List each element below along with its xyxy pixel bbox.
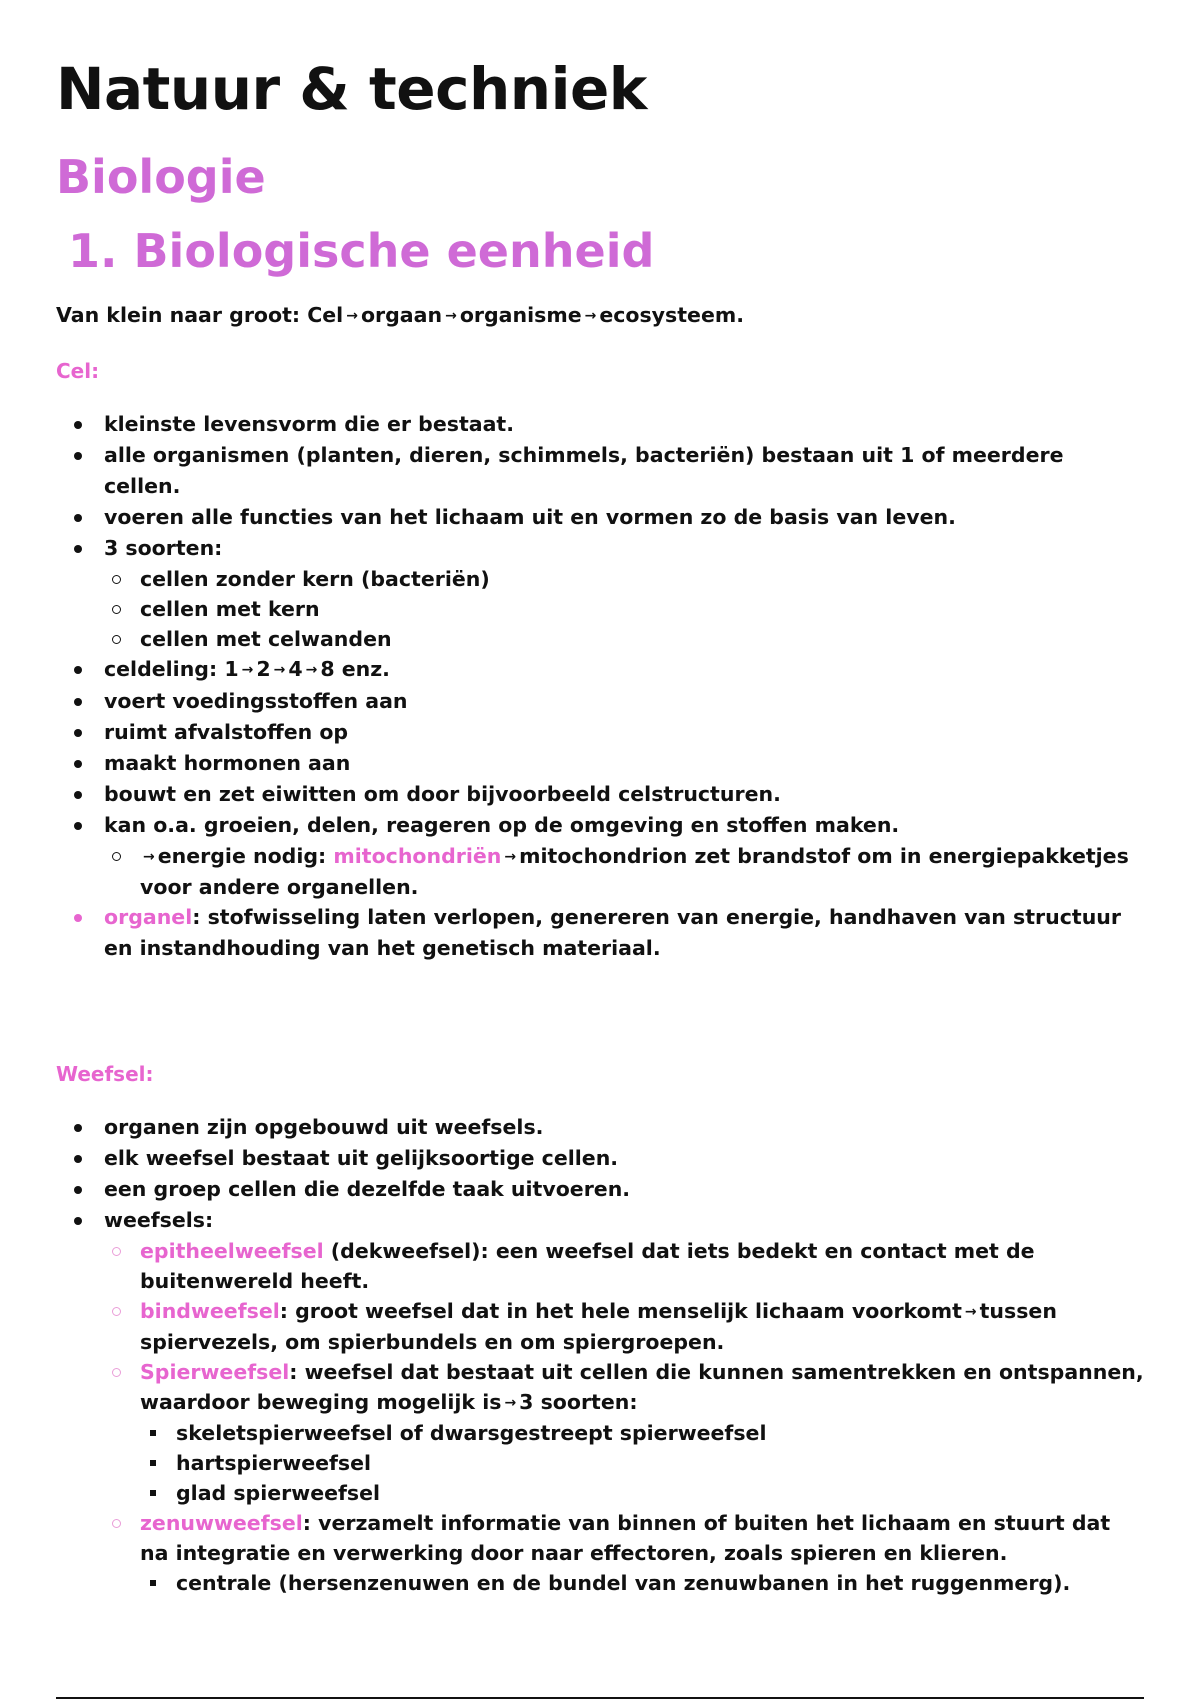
list-item-text: kan o.a. groeien, delen, reageren op de omgeving en stoffen maken. <box>104 812 900 837</box>
celdeling-8: 8 enz. <box>320 656 390 681</box>
spier-rest: : weefsel dat bestaat uit cellen die kunnen samentrekken en ontspannen, waardoor beweging mogelijk is <box>140 1359 1144 1414</box>
celdeling-prefix: celdeling: 1 <box>104 656 239 681</box>
list-item: elk weefsel bestaat uit gelijksoortige cellen. <box>56 1143 1144 1174</box>
term-spierweefsel: Spierweefsel <box>140 1359 290 1384</box>
soorten-list <box>104 564 1144 654</box>
bind-rest2: tussen spiervezels, om spierbundels en om spiergroepen. <box>140 1298 1057 1354</box>
list-item <box>56 654 1144 686</box>
energie-prefix: energie nodig: <box>157 843 334 868</box>
list-item: maakt hormonen aan <box>56 748 1144 779</box>
sub-sub-list-item: centrale (hersenzenuwen en de bundel van zenuwbanen in het ruggenmerg). <box>140 1568 1144 1598</box>
sub-list-item: cellen zonder kern (bacteriën) <box>104 564 1144 594</box>
bind-rest: : groot weefsel dat in het hele menselijk lichaam voorkomt <box>279 1298 962 1323</box>
spier-soorten-list <box>140 1418 1144 1508</box>
list-item: ruimt afvalstoffen op <box>56 717 1144 748</box>
intro-prefix: Van klein naar groot: Cel <box>56 302 344 327</box>
list-item: voeren alle functies van het lichaam uit en vormen zo de basis van leven. <box>56 502 1144 533</box>
sub-sub-list-item: hartspierweefsel <box>140 1448 1144 1478</box>
organel-rest: : stofwisseling laten verlopen, genereren van energie, handhaven van structuur en instandhouding van het genetisch materiaal. <box>104 904 1121 960</box>
list-item: bouwt en zet eiwitten om door bijvoorbeeld celstructuren. <box>56 779 1144 810</box>
subject-heading: Biologie <box>56 149 266 204</box>
weefsels-list <box>104 1236 1144 1598</box>
sub-list-item <box>104 1236 1144 1296</box>
arrow-icon: → <box>143 848 155 865</box>
weefsel-list <box>56 1112 1144 1598</box>
list-item: voert voedingsstoffen aan <box>56 686 1144 717</box>
arrow-icon: → <box>584 307 597 324</box>
term-zenuwweefsel: zenuwweefsel <box>140 1510 303 1535</box>
list-item-text: 3 soorten: <box>104 535 223 560</box>
sub-list-item <box>104 1296 1144 1357</box>
celdeling-2: 2 <box>256 656 271 681</box>
cel-list <box>56 409 1144 964</box>
page-title: Natuur & techniek <box>56 55 647 123</box>
section-spacer <box>56 964 1144 1062</box>
list-item <box>56 810 1144 902</box>
sub-list-item <box>104 1508 1144 1598</box>
arrow-icon: → <box>346 307 358 324</box>
energie-rest: mitochondrion zet brandstof om in energiepakketjes voor andere organellen. <box>140 843 1129 899</box>
arrow-icon: → <box>305 661 318 678</box>
list-item: een groep cellen die dezelfde taak uitvoeren. <box>56 1174 1144 1205</box>
arrow-icon: → <box>964 1303 977 1320</box>
sub-list-item <box>104 1357 1144 1508</box>
term-organel: organel <box>104 904 193 929</box>
list-item <box>56 533 1144 654</box>
spier-rest2: 3 soorten: <box>519 1389 638 1414</box>
sub-sub-list-item: skeletspierweefsel of dwarsgestreept spierweefsel <box>140 1418 1144 1448</box>
sub-list-item <box>104 841 1144 902</box>
epitheel-rest: (dekweefsel): een weefsel dat iets bedekt en contact met de buitenwereld heeft. <box>140 1238 1035 1293</box>
list-item: organen zijn opgebouwd uit weefsels. <box>56 1112 1144 1143</box>
intro-line <box>56 303 1144 327</box>
list-item: kleinste levensvorm die er bestaat. <box>56 409 1144 440</box>
list-item <box>56 1205 1144 1598</box>
intro-orgaan: orgaan <box>360 302 443 327</box>
arrow-icon: → <box>445 307 457 324</box>
chapter-heading: 1. Biologische eenheid <box>68 224 655 279</box>
intro-ecosysteem: ecosysteem. <box>599 302 745 327</box>
zenuw-soorten-list <box>140 1568 1144 1598</box>
term-mitochondrien: mitochondriën <box>333 843 502 868</box>
list-item <box>56 902 1144 964</box>
footer-rule <box>56 1697 1144 1699</box>
sub-list-item: cellen met celwanden <box>104 624 1144 654</box>
arrow-icon: → <box>504 848 517 865</box>
sub-list-item: cellen met kern <box>104 594 1144 624</box>
intro-organisme: organisme <box>459 302 582 327</box>
arrow-icon: → <box>273 661 286 678</box>
list-item-text: weefsels: <box>104 1207 214 1232</box>
celdeling-4: 4 <box>288 656 303 681</box>
energie-list <box>104 841 1144 902</box>
term-epitheelweefsel: epitheelweefsel <box>140 1238 324 1263</box>
arrow-icon: → <box>504 1394 517 1411</box>
term-bindweefsel: bindweefsel <box>140 1298 280 1323</box>
zenuw-rest: : verzamelt informatie van binnen of buiten het lichaam en stuurt dat na integratie en verwerking door naar effectoren, zoals spieren en klieren. <box>140 1510 1111 1565</box>
section-label-cel: Cel: <box>56 358 100 383</box>
section-label-weefsel: Weefsel: <box>56 1061 154 1086</box>
list-item: alle organismen (planten, dieren, schimmels, bacteriën) bestaan uit 1 of meerdere cellen. <box>56 440 1144 502</box>
arrow-icon: → <box>241 661 254 678</box>
sub-sub-list-item: glad spierweefsel <box>140 1478 1144 1508</box>
